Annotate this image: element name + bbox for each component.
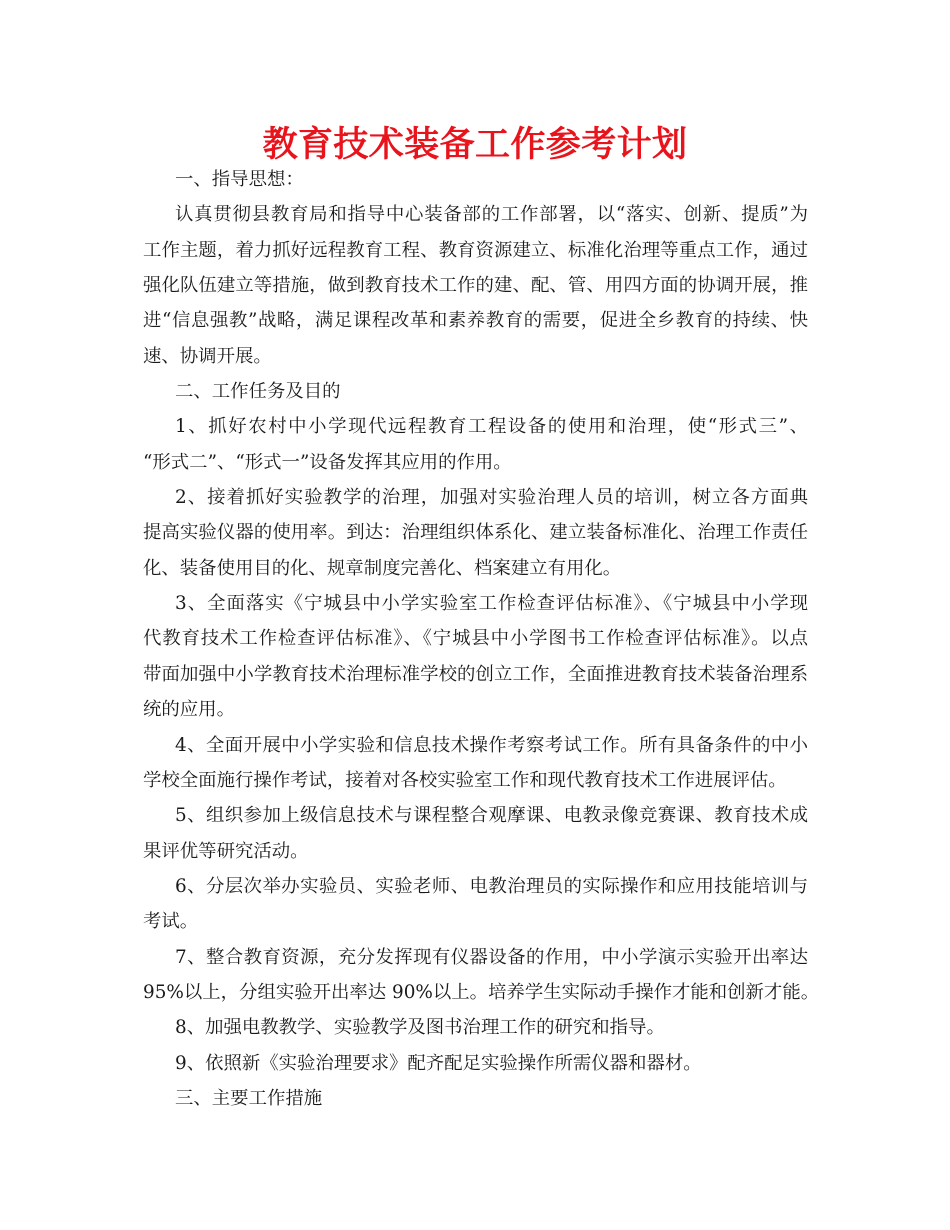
paragraph <box>143 1046 808 1081</box>
paragraph <box>143 798 808 869</box>
paragraph <box>143 1010 808 1045</box>
paragraph-line: 强化队伍建立等措施，做到教育技术工作的建、配、管、用四方面的协调开展，推 <box>143 275 808 297</box>
paragraph-line: 2、接着抓好实验教学的治理，加强对实验治理人员的培训，树立各方面典 <box>175 487 808 509</box>
paragraph <box>143 728 808 799</box>
paragraph-line: 速、协调开展。 <box>143 345 272 367</box>
paragraph-line: 化、装备使用目的化、规章制度完善化、档案建立有用化。 <box>143 557 622 579</box>
paragraph-line: 8、加强电教教学、实验教学及图书治理工作的研究和指导。 <box>175 1017 665 1039</box>
paragraph-line: 考试。 <box>143 911 199 933</box>
paragraph <box>143 869 808 940</box>
section-heading: 一、指导思想： <box>175 169 304 190</box>
paragraph-line: “形式二”、“形式一”设备发挥其应用的作用。 <box>143 451 512 473</box>
section <box>143 1081 808 1116</box>
paragraph <box>143 480 808 586</box>
paragraph <box>143 940 820 1011</box>
paragraph-line: 工作主题，着力抓好远程教育工程、教育资源建立、标准化治理等重点工作，通过 <box>143 239 808 261</box>
paragraph-line: 1、抓好农村中小学现代远程教育工程设备的使用和治理，使“形式三”、 <box>175 416 808 438</box>
paragraph-line: 3、全面落实《宁城县中小学实验室工作检查评估标准》、《宁城县中小学现 <box>175 593 808 615</box>
document-title: 教育技术装备工作参考计划 <box>262 125 688 165</box>
paragraph-line: 认真贯彻县教育局和指导中心装备部的工作部署，以“落实、创新、提质”为 <box>175 204 808 226</box>
section-heading: 三、主要工作措施 <box>175 1087 323 1109</box>
paragraph-line: 4、全面开展中小学实验和信息技术操作考察考试工作。所有具备条件的中小 <box>175 734 808 756</box>
paragraph-line: 6、分层次举办实验员、实验老师、电教治理员的实际操作和应用技能培训与 <box>175 875 808 897</box>
paragraph <box>143 409 808 480</box>
paragraph <box>143 586 808 727</box>
paragraph-line: 进“信息强教”战略，满足课程改革和素养教育的需要，促进全乡教育的持续、快 <box>143 310 808 332</box>
paragraph-line: 9、依照新《实验治理要求》配齐配足实验操作所需仪器和器材。 <box>175 1052 702 1074</box>
document-body <box>143 162 820 1116</box>
paragraph-line: 95%以上，分组实验开出率达 90%以上。培养学生实际动手操作才能和创新才能。 <box>143 981 820 1003</box>
paragraph-line: 统的应用。 <box>143 699 235 721</box>
paragraph-line: 带面加强中小学教育技术治理标准学校的创立工作，全面推进教育技术装备治理系 <box>143 663 808 685</box>
paragraph-line: 学校全面施行操作考试，接着对各校实验室工作和现代教育技术工作进展评估。 <box>143 769 787 791</box>
paragraph-line: 果评优等研究活动。 <box>143 840 309 862</box>
section <box>143 162 808 374</box>
section <box>143 374 820 1081</box>
paragraph-line: 5、组织参加上级信息技术与课程整合观摩课、电教录像竞赛课、教育技术成 <box>175 805 808 827</box>
paragraph-line: 代教育技术工作检查评估标准》、《宁城县中小学图书工作检查评估标准》。以点 <box>143 628 808 650</box>
paragraph-line: 7、整合教育资源，充分发挥现有仪器设备的作用，中小学演示实验开出率达 <box>175 946 808 968</box>
paragraph-line: 提高实验仪器的使用率。到达：治理组织体系化、建立装备标准化、治理工作责任 <box>143 522 808 544</box>
section-heading: 二、工作任务及目的 <box>175 381 341 403</box>
paragraph <box>143 197 808 374</box>
